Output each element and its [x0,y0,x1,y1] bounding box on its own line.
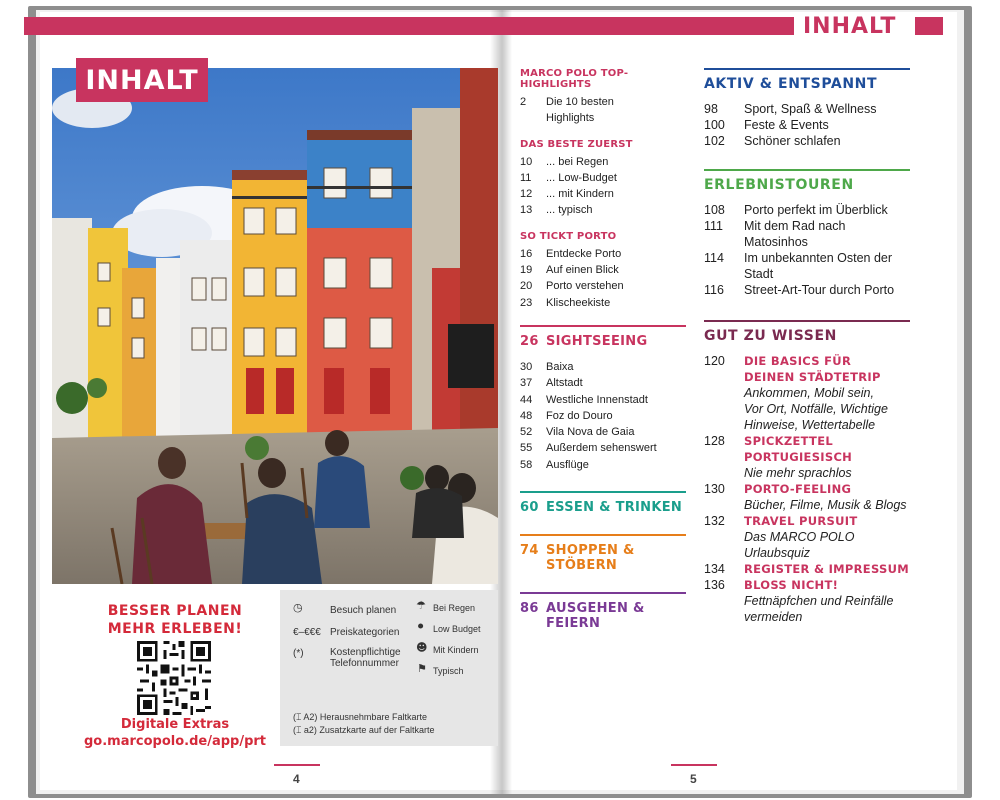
toc-section-essen[interactable]: 60 ESSEN & TRINKEN [520,500,683,516]
toc-section-aktiv[interactable]: AKTIV & ENTSPANNT [704,76,878,92]
flag-icon: ⚑ [417,662,427,675]
toc-entry[interactable]: 120 DIE BASICS FÜR DEINEN STÄDTETRIP Ankommen, Mobil sein, Vor Ort, Notfälle, Wichtige Hinweise, Wettertabelle [704,354,888,432]
toc-entry[interactable]: 10 ... bei Regen [520,155,609,168]
porto-street-photo [52,68,498,584]
toc-entry[interactable]: 55 Außerdem sehenswert [520,442,657,455]
legend-low-budget: Low Budget [433,624,481,634]
toc-entry[interactable]: 128 SPICKZETTEL PORTUGIESISCH Nie mehr sprachlos [704,434,853,480]
legend-kinder: Mit Kindern [433,645,479,655]
section-rule-wissen [704,320,910,322]
coins-icon: ⚫ [416,620,426,633]
toc-entry[interactable]: 108 Porto perfekt im Überblick [704,203,888,217]
umbrella-icon: ☂ [416,599,426,612]
section-rule-shoppen [520,534,686,536]
section-rule-aktiv [704,68,910,70]
toc-entry[interactable]: 52 Vila Nova de Gaia [520,426,635,439]
toc-section-shoppen[interactable]: 74 SHOPPEN & STÖBERN [520,543,635,574]
section-rule-ausgehen [520,592,686,594]
toc-entry[interactable]: 2 Die 10 besten Highlights [520,96,614,125]
legend-karte-2: (⌶ a2) Zusatzkarte auf der Faltkarte [293,725,435,735]
left-page-number: 4 [293,772,300,786]
toc-entry[interactable]: 11 ... Low-Budget [520,171,617,184]
toc-entry[interactable]: 58 Ausflüge [520,458,589,471]
toc-entry[interactable]: 132 TRAVEL PURSUIT Das MARCO POLO Urlaubsquiz [704,514,858,560]
clock-icon: ◷ [293,601,303,614]
toc-column-2 [704,68,910,625]
toc-entry[interactable]: 37 Altstadt [520,377,583,390]
promo-line-1: BESSER PLANEN [107,603,243,619]
toc-entry[interactable]: 114 Im unbekannten Osten der Stadt [704,251,893,281]
toc-section-erlebnis[interactable]: ERLEBNISTOUREN [704,177,854,193]
toc-entry[interactable]: 20 Porto verstehen [520,280,624,293]
toc-heading-top-highlights: MARCO POLO TOP-HIGHLIGHTS [520,68,629,90]
promo-line-2: MEHR ERLEBEN! [107,621,243,637]
legend-kosten-2: Telefonnummer [330,658,399,669]
right-top-bar [472,17,794,35]
inhalt-badge: INHALT [76,58,208,102]
left-page-number-rule [274,764,320,766]
toc-entry[interactable]: 136 BLOSS NICHT! Fettnäpfchen und Reinfälle vermeiden [704,578,894,624]
legend-kosten-symbol: (*) [293,648,304,659]
toc-entry[interactable]: 130 PORTO-FEELING Bücher, Filme, Musik & Blogs [704,482,907,512]
toc-entry[interactable]: 30 Baixa [520,360,574,373]
promo-url-link[interactable]: go.marcopolo.de/app/prt [83,734,267,749]
toc-entry[interactable]: 100 Feste & Events [704,118,829,132]
legend-regen: Bei Regen [433,603,476,613]
toc-entry[interactable]: 134 REGISTER & IMPRESSUM [704,562,909,576]
legend-karte-1: (⌶ A2) Herausnehmbare Faltkarte [293,712,427,722]
toc-entry[interactable]: 16 Entdecke Porto [520,247,622,260]
section-rule-essen [520,491,686,493]
toc-entry[interactable]: 12 ... mit Kindern [520,188,614,201]
toc-entry[interactable]: 111 Mit dem Rad nach Matosinhos [704,219,846,249]
toc-entry[interactable]: 48 Foz do Douro [520,409,613,422]
toc-heading-das-beste: DAS BESTE ZUERST [520,138,633,150]
toc-section-sightseeing[interactable]: 26 SIGHTSEEING [520,333,648,349]
toc-section-ausgehen[interactable]: 86 AUSGEHEN & FEIERN [520,601,645,632]
section-rule-erlebnis [704,169,910,171]
section-rule-sightseeing [520,325,686,327]
right-page-number: 5 [690,772,697,786]
right-page-header: INHALT [803,14,897,39]
promo-digital-extras: Digitale Extras [120,717,230,732]
toc-column-1 [520,68,686,631]
promo-title [100,602,250,638]
right-page-number-rule [671,764,717,766]
legend-preis: Preiskategorien [330,627,400,638]
toc-entry[interactable]: 102 Schöner schlafen [704,134,841,148]
legend-preis-symbol: €–€€€ [293,627,321,638]
toc-entry[interactable]: 13 ... typisch [520,204,593,217]
toc-section-wissen[interactable]: GUT ZU WISSEN [704,328,837,344]
toc-entry[interactable]: 23 Klischeekiste [520,296,611,309]
family-icon: ☻ [416,641,428,654]
legend-besuch: Besuch planen [330,605,397,616]
qr-code-icon[interactable] [137,641,211,715]
toc-entry[interactable]: 98 Sport, Spaß & Wellness [704,102,877,116]
right-top-bar-end [915,17,943,35]
toc-entry[interactable]: 116 Street-Art-Tour durch Porto [704,283,895,297]
toc-heading-so-tickt: SO TICKT PORTO [520,230,617,242]
legend-typisch: Typisch [433,666,464,676]
toc-entry[interactable]: 44 Westliche Innenstadt [520,393,648,406]
legend-kosten-1: Kostenpflichtige [330,647,401,658]
toc-entry[interactable]: 19 Auf einen Blick [520,264,619,277]
left-top-bar [24,17,472,35]
promo-subtitle [82,716,268,750]
